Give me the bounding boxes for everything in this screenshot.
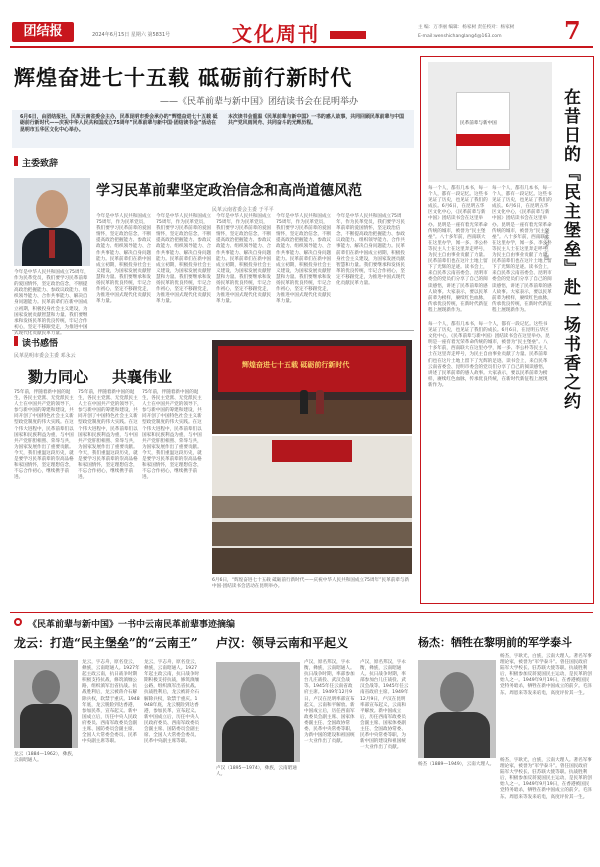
yangjie-head (440, 672, 474, 712)
section2-marker (14, 336, 18, 346)
stage-floor (212, 400, 412, 434)
audience-screen (272, 440, 352, 462)
col2-title: 卢汉：领导云南和平起义 (216, 636, 349, 650)
right-panel-col-bottom: 每一个人，都有几本书，每一个人，都有一段记忆。这些书见证了历史，也见证了我们的成长。6月6日，在昆明五华区文化中心，《民革前辈与新中国》团结读书会在这里举办。昆明是一座有着光荣革命传统的城市，被誉为“民主堡垒”。八十多年前，西南联大在这里办学，闻一多、李公朴等民主人士在这里奔走呼号，为民主自由事业贡献了力量。民革前辈们也在这片土地上留下了光辉的足迹。读书会上，来自民革云南省委会、昆明市委会的党员们分享了自己的阅读感悟，讲述了民革前辈的感人故事。大家表示，要以民革前辈为榜样，赓续红色血脉，传承优良传统，在新时代新征程上展现新作为。 (428, 322, 550, 388)
col3-text-top: 杨杰，字耿光，白族，云南大理人。著名军事理论家，被誉为“军学泰斗”。曾任国民政府陆军大学校长、驻苏联大使等职。抗战胜利后，积极参加反蒋爱国民主运动，是民革的创始人之一。1949年9月19日，在香港被国民党特务暗杀，牺牲在新中国成立的前夕。毛泽东、周恩来等发来唁电，高度评价其一生。 (500, 654, 592, 696)
section-badge (330, 31, 366, 39)
stage-speaker-2 (316, 390, 324, 414)
bottom-banner: 《民革前辈与新中国》一书中云南民革前辈事迹摘编 (28, 620, 236, 630)
page-number: 7 (564, 16, 581, 45)
bottom-rule (10, 612, 593, 613)
audience-rows-1 (212, 496, 412, 518)
section1-byline: 民革云南省委会主委 于平平 (212, 207, 274, 213)
section1-col1: 今年是中华人民共和国成立75周年，作为民革党员，我们要学习民革前辈的爱国情怀，坚定政治信念，不断提高政治把握能力、参政议政能力、组织领导能力、合作共事能力、解决自身问题能力。民革前辈们在新中国成立初期，积极投身社会主义建设，为国家发展贡献智慧和力量。我们要继承和发扬民革的优良传统，牢记合作初心，坚定不移跟党走，为推进中国式现代化贡献民革力量。 (96, 214, 152, 305)
yangjie-body (424, 712, 490, 758)
section2-tag: 读书感悟 (22, 339, 59, 349)
event-photo-audience (212, 436, 412, 574)
lead-summary-left: 6月6日，由团结报社、民革云南省委会主办，民革昆明市委会承办的“辉煌奋进七十五载 砥砺前行新时代——庆祝中华人民共和国成立75周年”民革前辈与新中国·团结读书会”活动在昆明市五华区文化中心举办。 (20, 114, 218, 133)
bottom-banner-icon (14, 618, 22, 626)
col1-title: 龙云：打造“民主堡垒”的“云南王” (14, 636, 198, 650)
stage-banner-text: 辉煌奋进七十五载 砥砺前行新时代 (242, 360, 350, 369)
section-divider (12, 330, 414, 331)
yangjie-portrait (418, 660, 496, 758)
section2-headline-b: 共襄伟业 (112, 368, 173, 386)
section1-marker (14, 156, 18, 166)
issue-meta: 2024年6月15日 星期六 第5831号 (92, 32, 171, 38)
col3-text-bottom: 杨杰，字耿光，白族，云南大理人。著名军事理论家，被誉为“军学泰斗”。曾任国民政府陆军大学校长、驻苏联大使等职。抗战胜利后，积极参加反蒋爱国民主运动，是民革的创始人之一。1949年9月19日，在香港被国民党特务暗杀，牺牲在新中国成立的前夕。毛泽东、周恩来等发来唁电，高度评价其一生。 (500, 758, 592, 800)
lead-subtitle: ——《民革前辈与新中国》团结读书会在昆明举办 (160, 97, 359, 107)
audience-rows-3 (212, 548, 412, 574)
col3-caption: 杨杰（1889—1949），云南大理人。 (418, 762, 495, 767)
right-panel-byline: 本报记者 王偲 (543, 230, 548, 261)
right-panel-col-top2: 每一个人，都有几本书，每一个人，都有一段记忆。这些书见证了历史，也见证了我们的成长。6月6日，在昆明五华区文化中心，《民革前辈与新中国》团结读书会在这里举办。昆明是一座有着光荣革命传统的城市，被誉为“民主堡垒”。八十多年前，西南联大在这里办学，闻一多、李公朴等民主人士在这里奔走呼号，为民主自由事业贡献了力量。民革前辈们也在这片土地上留下了光辉的足迹。读书会上，来自民革云南省委会、昆明市委会的党员们分享了自己的阅读感悟，讲述了民革前辈的感人故事。大家表示，要以民革前辈为榜样，赓续红色血脉，传承优良传统，在新时代新征程上展现新作为。 (492, 186, 552, 313)
portrait-tie (49, 230, 55, 258)
right-panel-col-top1: 每一个人，都有几本书，每一个人，都有一段记忆。这些书见证了历史，也见证了我们的成长。6月6日，在昆明五华区文化中心，《民革前辈与新中国》团结读书会在这里举办。昆明是一座有着光荣革命传统的城市，被誉为“民主堡垒”。八十多年前，西南联大在这里办学，闻一多、李公朴等民主人士在这里奔走呼号，为民主自由事业贡献了力量。民革前辈们也在这片土地上留下了光辉的足迹。读书会上，来自民革云南省委会、昆明市委会的党员们分享了自己的阅读感悟，讲述了民革前辈的感人故事。大家表示，要以民革前辈为榜样，赓续红色血脉，传承优良传统，在新时代新征程上展现新作为。 (428, 186, 488, 313)
col2-caption: 卢汉（1895—1974），彝族，云南昭通人。 (216, 766, 297, 778)
section1-col4: 今年是中华人民共和国成立75周年，作为民革党员，我们要学习民革前辈的爱国情怀，坚定政治信念，不断提高政治把握能力、参政议政能力、组织领导能力、合作共事能力、解决自身问题能力。民革前辈们在新中国成立初期，积极投身社会主义建设，为国家发展贡献智慧和力量。我们要继承和发扬民革的优良传统，牢记合作初心，坚定不移跟党走，为推进中国式现代化贡献民革力量。 (276, 214, 332, 305)
audience-rows-2 (212, 522, 412, 546)
newspaper-logo: 团结报 (12, 22, 74, 42)
lead-summary-right: 本次读书会重温《民革前辈与新中国》一书的感人故事，共同回顾民革前辈与中国共产党风雨同舟、共同奋斗的光辉历程。 (228, 114, 405, 127)
longyun-body (20, 704, 72, 748)
book-cover-photo (428, 62, 552, 182)
masthead-rule (10, 46, 593, 48)
luhan-portrait (216, 662, 300, 762)
lead-headline: 辉煌奋进七十五载 砥砺前行新时代 (14, 65, 353, 90)
section1-col3: 今年是中华人民共和国成立75周年，作为民革党员，我们要学习民革前辈的爱国情怀，坚定政治信念，不断提高政治把握能力、参政议政能力、组织领导能力、合作共事能力、解决自身问题能力。民革前辈们在新中国成立初期，积极投身社会主义建设，为国家发展贡献智慧和力量。我们要继承和发扬民革的优良传统，牢记合作初心，坚定不移跟党走，为推进中国式现代化贡献民革力量。 (216, 214, 272, 305)
col3-title: 杨杰：牺牲在黎明前的军学泰斗 (418, 636, 572, 649)
portrait-head (36, 190, 68, 228)
stage-speaker (300, 390, 308, 414)
luhan-body (222, 716, 294, 762)
section1-col5: 今年是中华人民共和国成立75周年，作为民革党员，我们要学习民革前辈的爱国情怀，坚定政治信念，不断提高政治把握能力、参政议政能力、组织领导能力、合作共事能力、解决自身问题能力。民革前辈们在新中国成立初期，积极投身社会主义建设，为国家发展贡献智慧和力量。我们要继承和发扬民革的优良传统，牢记合作初心，坚定不移跟党走，为推进中国式现代化贡献民革力量。 (336, 214, 405, 287)
col2-text-b: 卢汉，原名邦汉，字永衡，彝族，云南昭通人。抗日战争时期，率部参加台儿庄战役、武汉会战等。1945年任云南省政府主席。1949年12月9日，卢汉在昆明率部宣布起义，云南和平解放。新中国成立后，历任西南军政委员会副主席、国家体委副主任、全国政协常委、民革中央常委等职，为新中国的建设和祖国统一大业作出了贡献。 (360, 660, 409, 751)
section2-byline: 民革昆明市委会主委 邓永云 (14, 353, 76, 359)
section2-col3: 75年前，伴随着新中国的诞生，各民主党派、无党派民主人士在中国共产党的领导下，参与新中国的筹建和建设，共同开创了中国特色社会主义新型政党制度的伟大实践。在这个伟大进程中，民革前辈们以国家和民族利益为重，与中国共产党肝胆相照、荣辱与共，为国家发展作出了重要贡献。今天，我们重温这段历史，就是要学习民革前辈的崇高品格和家国情怀，坚定理想信念，不忘合作初心，继续携手前进。 (142, 390, 202, 481)
col1-caption: 龙云（1884—1962），彝族，云南昭通人。 (14, 752, 77, 764)
section2-col2: 75年前，伴随着新中国的诞生，各民主党派、无党派民主人士在中国共产党的领导下，参与新中国的筹建和建设，共同开创了中国特色社会主义新型政党制度的伟大实践。在这个伟大进程中，民革前辈们以国家和民族利益为重，与中国共产党肝胆相照、荣辱与共，为国家发展作出了重要贡献。今天，我们重温这段历史，就是要学习民革前辈的崇高品格和家国情怀，坚定理想信念，不忘合作初心，继续携手前进。 (78, 390, 138, 481)
section1-headline: 学习民革前辈坚定政治信念和高尚道德风范 (96, 183, 362, 199)
section1-col2: 今年是中华人民共和国成立75周年，作为民革党员，我们要学习民革前辈的爱国情怀，坚定政治信念，不断提高政治把握能力、参政议政能力、组织领导能力、合作共事能力、解决自身问题能力。民革前辈们在新中国成立初期，积极投身社会主义建设，为国家发展贡献智慧和力量。我们要继承和发扬民革的优良传统，牢记合作初心，坚定不移跟党走，为推进中国式现代化贡献民革力量。 (156, 214, 212, 305)
book-cover (456, 92, 510, 170)
longyun-head (32, 670, 60, 704)
col1-text-b: 龙云，字志舟，原名登云，彝族，云南昭通人。1927年起主政云南，抗日战争时期积极支持抗战，修筑滇缅公路，组织滇军出省抗战。抗战胜利后，龙云被蒋介石解除兵权，软禁于重庆。1948年底，龙云脱险到达香港，参加民革，宣布起义。新中国成立后，历任中央人民政府委员、西南军政委员会副主席、国防委员会副主席、全国人大常委会委员、民革中央副主席等职。 (144, 660, 200, 745)
masthead (0, 0, 600, 50)
book-cover-band (456, 134, 510, 146)
email-line: E-mail:wenshichanglang4@163.com (418, 34, 502, 39)
editors-line: 主 编：万李丽 编辑：杨家树 责任校对：杨家树 (418, 25, 515, 30)
col1-text-a: 龙云，字志舟，原名登云，彝族，云南昭通人。1927年起主政云南，抗日战争时期积极支持抗战，修筑滇缅公路，组织滇军出省抗战。抗战胜利后，龙云被蒋介石解除兵权，软禁于重庆。1948年底，龙云脱险到达香港，参加民革，宣布起义。新中国成立后，历任中央人民政府委员、西南军政委员会副主席、国防委员会副主席、全国人大常委会委员、民革中央副主席等职。 (82, 660, 140, 745)
longyun-portrait (14, 660, 78, 748)
right-panel-vertical-title: 在昔日的『民主堡垒』赴一场书香之约 (560, 88, 580, 411)
luhan-head (240, 674, 276, 716)
event-photo-stage (212, 340, 412, 434)
section1-tag: 主委致辞 (22, 159, 59, 169)
col2-text-a: 卢汉，原名邦汉，字永衡，彝族，云南昭通人。抗日战争时期，率部参加台儿庄战役、武汉会战等。1945年任云南省政府主席。1949年12月9日，卢汉在昆明率部宣布起义，云南和平解放。新中国成立后，历任西南军政委员会副主席、国家体委副主任、全国政协常委、民革中央常委等职，为新中国的建设和祖国统一大业作出了贡献。 (304, 660, 355, 745)
book-cover-title: 民革前辈与新中国 (460, 121, 497, 126)
photo-caption: 6月6日，“辉煌奋进七十五载 砥砺前行新时代——庆祝中华人民共和国成立75周年”民革前辈与新中国·团结读书会活动在昆明举办。 (212, 578, 410, 590)
section1-left-col: 今年是中华人民共和国成立75周年，作为民革党员，我们要学习民革前辈的爱国情怀，坚定政治信念，不断提高政治把握能力、参政议政能力、组织领导能力、合作共事能力、解决自身问题能力。民革前辈们在新中国成立初期，积极投身社会主义建设，为国家发展贡献智慧和力量。我们要继承和发扬民革的优良传统，牢记合作初心，坚定不移跟党走，为推进中国式现代化贡献民革力量。 (14, 270, 89, 336)
portrait-photo (14, 178, 90, 266)
section2-col1: 75年前，伴随着新中国的诞生，各民主党派、无党派民主人士在中国共产党的领导下，参与新中国的筹建和建设，共同开创了中国特色社会主义新型政党制度的伟大实践。在这个伟大进程中，民革前辈们以国家和民族利益为重，与中国共产党肝胆相照、荣辱与共，为国家发展作出了重要贡献。今天，我们重温这段历史，就是要学习民革前辈的崇高品格和家国情怀，坚定理想信念，不忘合作初心，继续携手前进。 (14, 390, 74, 481)
section-title: 文化周刊 (232, 22, 320, 46)
section2-headline-a: 勠力同心 (28, 368, 89, 386)
